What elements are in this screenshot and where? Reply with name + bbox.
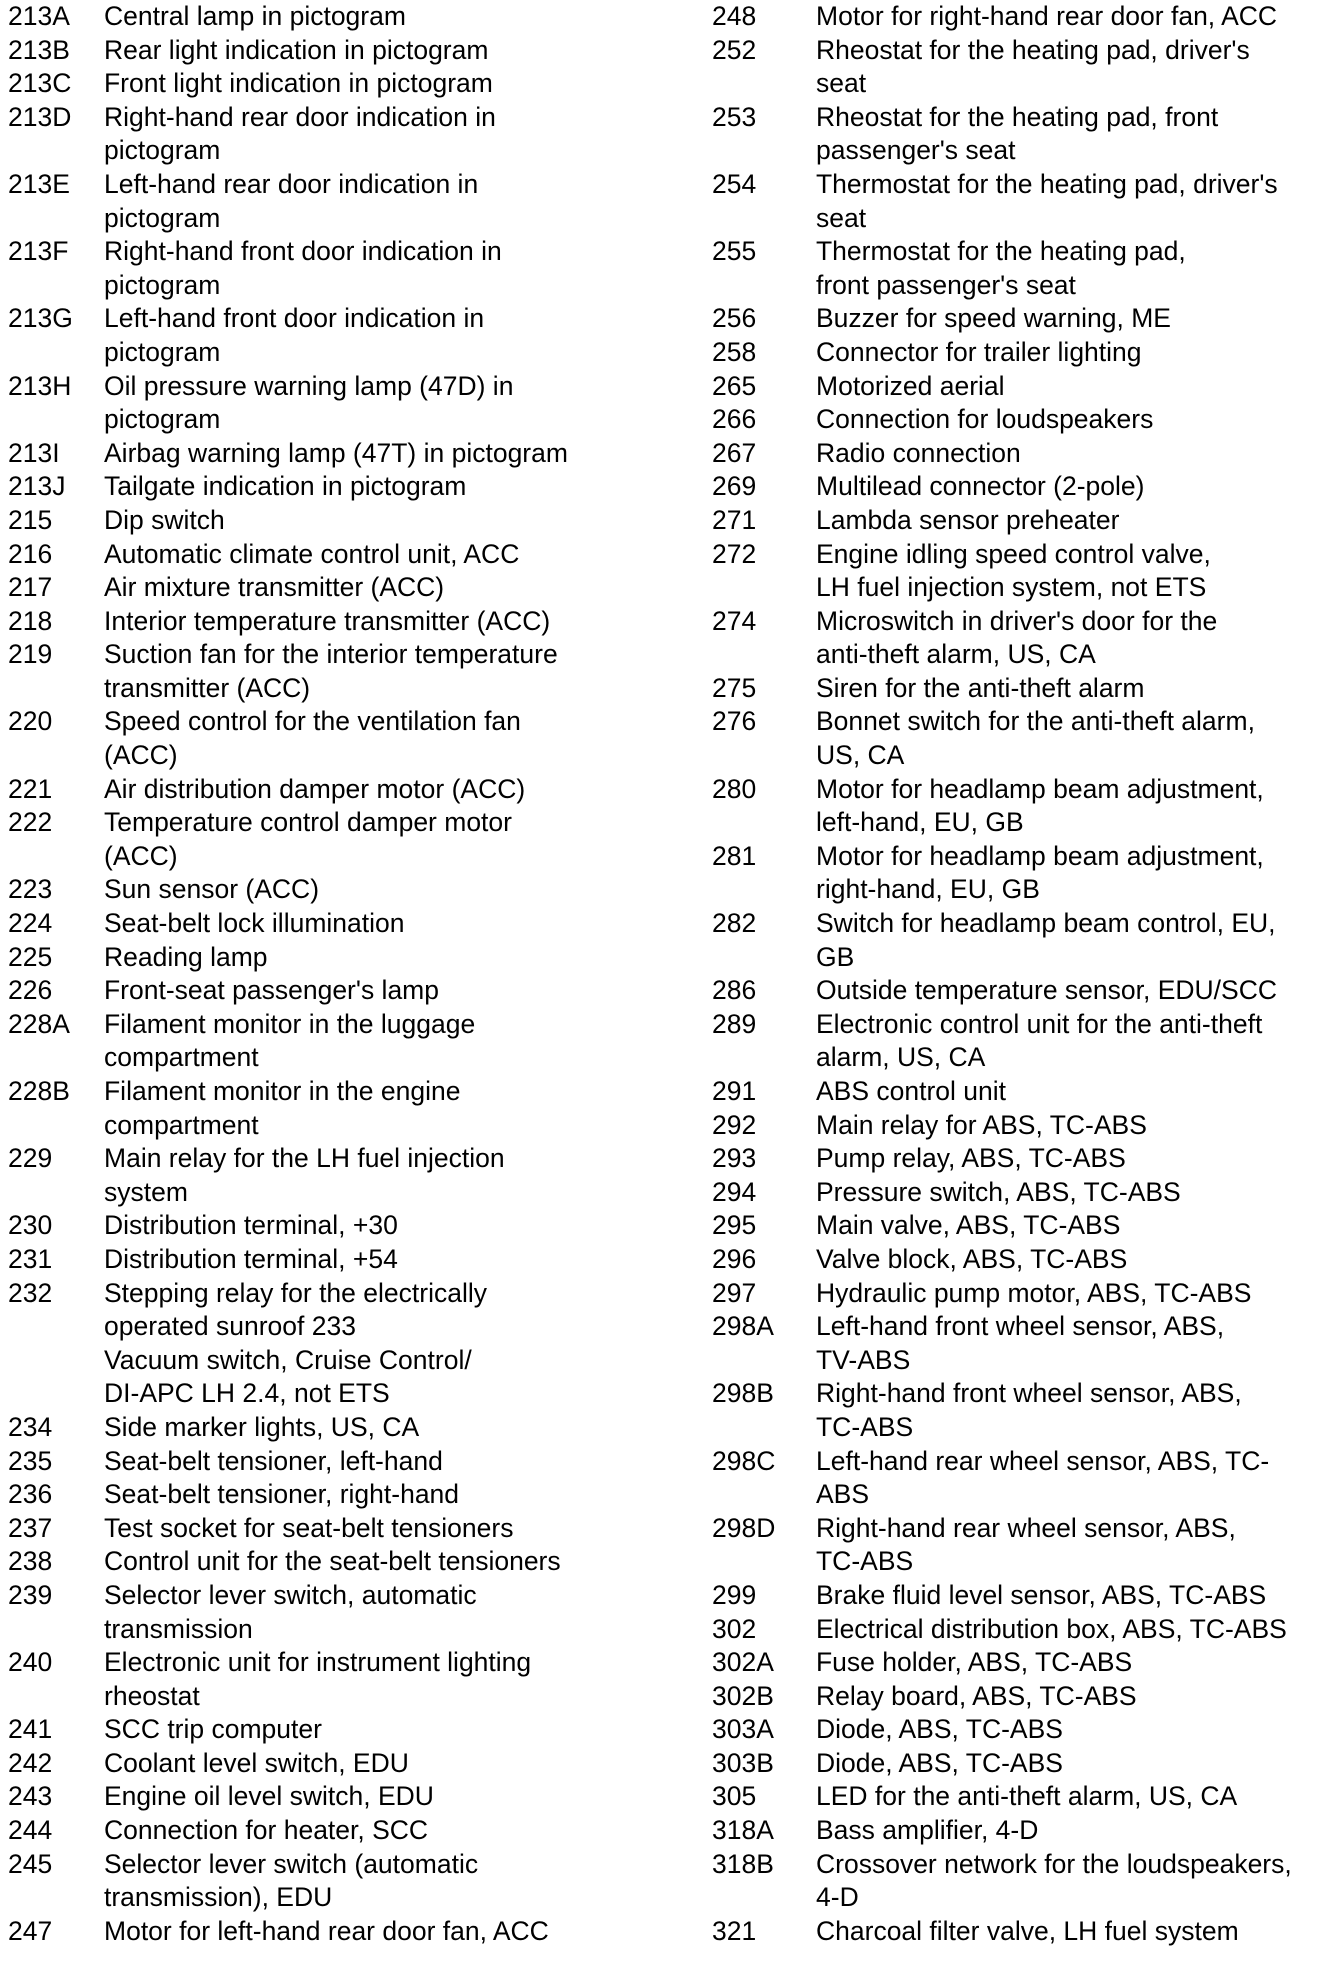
component-code: 286 xyxy=(712,975,757,1006)
legend-entry xyxy=(8,1142,698,1209)
component-code: 213C xyxy=(8,68,72,99)
component-description: Bonnet switch for the anti-theft alarm, US, CA xyxy=(816,706,1255,771)
component-code: 272 xyxy=(712,538,757,569)
component-code: 248 xyxy=(712,1,757,31)
legend-entry xyxy=(8,1445,698,1479)
component-code: 213H xyxy=(8,370,72,401)
component-code: 255 xyxy=(712,236,757,267)
component-description: Left-hand rear door indication in pictogram xyxy=(104,168,479,233)
legend-entry xyxy=(8,1848,698,1915)
component-code: 218 xyxy=(8,605,53,636)
legend-entry xyxy=(8,504,698,538)
component-description: Pump relay, ABS, TC-ABS xyxy=(816,1143,1126,1174)
legend-entry xyxy=(712,168,1322,235)
component-code: 297 xyxy=(712,1277,757,1308)
legend-entry xyxy=(8,1411,698,1445)
legend-entry xyxy=(712,1848,1322,1915)
component-code: 213F xyxy=(8,236,69,267)
legend-entry xyxy=(712,773,1322,840)
component-description: Central lamp in pictogram xyxy=(104,1,406,31)
component-code: 237 xyxy=(8,1512,53,1543)
component-code: 231 xyxy=(8,1243,53,1274)
component-description: Front light indication in pictogram xyxy=(104,68,493,99)
component-description: Rheostat for the heating pad, driver's seat xyxy=(816,34,1250,99)
component-code: 224 xyxy=(8,908,53,939)
component-description: Left-hand front wheel sensor, ABS, TV-ABS xyxy=(816,1311,1225,1375)
component-description: Interior temperature transmitter (ACC) xyxy=(104,605,551,636)
component-code: 217 xyxy=(8,572,53,603)
component-code: 242 xyxy=(8,1747,53,1778)
component-description: Engine oil level switch, EDU xyxy=(104,1781,434,1812)
component-description: Right-hand front wheel sensor, ABS, TC-ABS xyxy=(816,1378,1242,1442)
right-column xyxy=(712,0,1322,1948)
legend-entry xyxy=(712,1680,1322,1714)
component-description: Oil pressure warning lamp (47D) in pictogram xyxy=(104,370,514,435)
legend-entry xyxy=(712,1579,1322,1613)
legend-entry xyxy=(8,1780,698,1814)
component-description: Motorized aerial xyxy=(816,370,1005,401)
legend-entry xyxy=(712,1008,1322,1075)
legend-entry xyxy=(8,806,698,873)
legend-entry xyxy=(712,437,1322,471)
component-code: 213G xyxy=(8,303,73,334)
legend-entry xyxy=(8,605,698,639)
component-code: 281 xyxy=(712,840,757,871)
legend-entry xyxy=(712,101,1322,168)
component-code: 267 xyxy=(712,437,757,468)
legend-entry xyxy=(712,907,1322,974)
legend-entry xyxy=(8,0,698,34)
legend-entry xyxy=(712,1243,1322,1277)
component-code: 222 xyxy=(8,807,53,838)
component-code: 298C xyxy=(712,1445,776,1476)
component-description: Valve block, ABS, TC-ABS xyxy=(816,1243,1128,1274)
legend-entry xyxy=(8,1747,698,1781)
legend-entry xyxy=(8,907,698,941)
component-code: 265 xyxy=(712,370,757,401)
legend-entry xyxy=(8,1209,698,1243)
component-description: Pressure switch, ABS, TC-ABS xyxy=(816,1176,1181,1207)
component-code: 318B xyxy=(712,1848,774,1879)
component-code: 239 xyxy=(8,1579,53,1610)
component-description: Motor for right-hand rear door fan, ACC xyxy=(816,1,1278,31)
component-code: 295 xyxy=(712,1210,757,1241)
component-code: 256 xyxy=(712,303,757,334)
legend-entry xyxy=(8,1814,698,1848)
component-description: Front-seat passenger's lamp xyxy=(104,975,439,1006)
component-description: Speed control for the ventilation fan (ACC) xyxy=(104,706,521,771)
component-code: 213D xyxy=(8,101,72,132)
component-code: 219 xyxy=(8,639,53,670)
component-code: 303B xyxy=(712,1747,774,1778)
component-description: Siren for the anti-theft alarm xyxy=(816,672,1145,703)
component-code: 292 xyxy=(712,1109,757,1140)
component-code: 225 xyxy=(8,941,53,972)
component-description: SCC trip computer xyxy=(104,1714,322,1745)
component-code: 240 xyxy=(8,1647,53,1678)
component-code: 282 xyxy=(712,908,757,939)
component-code: 221 xyxy=(8,773,53,804)
component-description: Crossover network for the loudspeakers, 4-D xyxy=(816,1848,1292,1913)
component-description: LED for the anti-theft alarm, US, CA xyxy=(816,1781,1238,1812)
legend-entry xyxy=(712,1512,1322,1579)
component-description: Buzzer for speed warning, ME xyxy=(816,303,1171,334)
legend-entry xyxy=(8,1646,698,1713)
component-description: Relay board, ABS, TC-ABS xyxy=(816,1680,1137,1711)
component-description: Thermostat for the heating pad, front passenger's seat xyxy=(816,236,1186,300)
legend-entry xyxy=(712,470,1322,504)
legend-entry xyxy=(8,168,698,235)
component-description: Control unit for the seat-belt tensioners xyxy=(104,1546,561,1577)
component-code: 298A xyxy=(712,1311,774,1342)
legend-entry xyxy=(712,1176,1322,1210)
legend-entry xyxy=(712,705,1322,772)
component-description: Electronic unit for instrument lighting rheostat xyxy=(104,1647,532,1711)
legend-entry xyxy=(8,705,698,772)
component-code: 291 xyxy=(712,1076,757,1106)
component-code: 299 xyxy=(712,1579,757,1610)
legend-entry xyxy=(8,1243,698,1277)
legend-entry xyxy=(8,941,698,975)
component-description: Temperature control damper motor (ACC) xyxy=(104,807,512,871)
component-code: 318A xyxy=(712,1815,774,1846)
component-description: Outside temperature sensor, EDU/SCC xyxy=(816,975,1277,1006)
component-code: 244 xyxy=(8,1815,53,1846)
component-code: 232 xyxy=(8,1277,53,1308)
legend-entry xyxy=(712,336,1322,370)
component-description: Multilead connector (2-pole) xyxy=(816,471,1145,502)
component-description: Charcoal filter valve, LH fuel system xyxy=(816,1915,1239,1946)
component-description: Motor for left-hand rear door fan, ACC xyxy=(104,1915,549,1946)
component-description: Distribution terminal, +30 xyxy=(104,1210,398,1241)
legend-entry xyxy=(8,1579,698,1646)
component-code: 298B xyxy=(712,1378,774,1409)
component-code: 269 xyxy=(712,471,757,502)
component-code: 302 xyxy=(712,1613,757,1644)
component-description: Dip switch xyxy=(104,504,225,535)
legend-entry xyxy=(8,1915,698,1949)
component-description: Left-hand front door indication in pictogram xyxy=(104,303,485,367)
component-description: Radio connection xyxy=(816,437,1021,468)
legend-entry xyxy=(8,437,698,471)
component-code: 280 xyxy=(712,773,757,804)
legend-entry xyxy=(8,571,698,605)
legend-entry xyxy=(712,974,1322,1008)
component-description: Brake fluid level sensor, ABS, TC-ABS xyxy=(816,1579,1267,1610)
component-code: 213A xyxy=(8,1,70,31)
component-description: Electrical distribution box, ABS, TC-ABS xyxy=(816,1613,1287,1644)
component-description: Suction fan for the interior temperature transmitter (ACC) xyxy=(104,639,558,703)
component-description: Switch for headlamp beam control, EU, GB xyxy=(816,908,1276,972)
component-description: Engine idling speed control valve, LH fuel injection system, not ETS xyxy=(816,538,1211,603)
legend-entry xyxy=(8,538,698,572)
component-code: 234 xyxy=(8,1411,53,1442)
component-description: Sun sensor (ACC) xyxy=(104,874,320,905)
component-code: 213I xyxy=(8,437,60,468)
component-description: Automatic climate control unit, ACC xyxy=(104,538,520,569)
component-description: Right-hand rear door indication in pictogram xyxy=(104,101,496,166)
component-description: Airbag warning lamp (47T) in pictogram xyxy=(104,437,568,468)
legend-entry xyxy=(8,773,698,807)
legend-entry xyxy=(8,1713,698,1747)
legend-entry xyxy=(712,1377,1322,1444)
legend-entry xyxy=(712,1445,1322,1512)
component-code: 275 xyxy=(712,672,757,703)
legend-entry xyxy=(8,638,698,705)
legend-entry xyxy=(8,370,698,437)
component-description: Connection for loudspeakers xyxy=(816,404,1154,435)
component-description: Main relay for ABS, TC-ABS xyxy=(816,1109,1147,1140)
component-code: 298D xyxy=(712,1512,776,1543)
legend-entry xyxy=(8,1277,698,1411)
component-code: 213B xyxy=(8,34,70,65)
component-code: 216 xyxy=(8,538,53,569)
legend-entry xyxy=(712,34,1322,101)
component-description: Microswitch in driver's door for the anti-theft alarm, US, CA xyxy=(816,605,1218,670)
legend-entry xyxy=(712,605,1322,672)
legend-entry xyxy=(712,1713,1322,1747)
legend-entry xyxy=(8,974,698,1008)
component-description: Rear light indication in pictogram xyxy=(104,34,489,65)
component-description: Connection for heater, SCC xyxy=(104,1815,429,1846)
component-code: 252 xyxy=(712,34,757,65)
legend-entry xyxy=(712,370,1322,404)
component-code: 296 xyxy=(712,1243,757,1274)
component-description: Electronic control unit for the anti-theft alarm, US, CA xyxy=(816,1008,1263,1073)
component-code: 223 xyxy=(8,874,53,905)
component-description: Thermostat for the heating pad, driver's seat xyxy=(816,168,1278,233)
component-code: 235 xyxy=(8,1445,53,1476)
legend-entry xyxy=(8,67,698,101)
component-description: Seat-belt tensioner, right-hand xyxy=(104,1479,460,1510)
component-description: Distribution terminal, +54 xyxy=(104,1243,398,1274)
legend-entry xyxy=(8,1008,698,1075)
component-description: Test socket for seat-belt tensioners xyxy=(104,1512,514,1543)
legend-entry xyxy=(8,1075,698,1142)
legend-entry xyxy=(712,1075,1322,1109)
legend-entry xyxy=(8,302,698,369)
left-column xyxy=(8,0,698,1948)
component-code: 294 xyxy=(712,1176,757,1207)
legend-entry xyxy=(8,1545,698,1579)
component-code: 266 xyxy=(712,404,757,435)
component-code: 293 xyxy=(712,1143,757,1174)
component-code: 302B xyxy=(712,1680,774,1711)
component-code: 258 xyxy=(712,336,757,367)
component-description: Connector for trailer lighting xyxy=(816,336,1142,367)
component-code: 305 xyxy=(712,1781,757,1812)
component-code: 274 xyxy=(712,605,757,636)
legend-entry xyxy=(712,302,1322,336)
component-description: Air distribution damper motor (ACC) xyxy=(104,773,526,804)
component-description: Coolant level switch, EDU xyxy=(104,1747,409,1778)
component-code: 228B xyxy=(8,1076,70,1106)
component-description: Fuse holder, ABS, TC-ABS xyxy=(816,1647,1133,1678)
component-description: Selector lever switch, automatic transmission xyxy=(104,1579,477,1644)
component-code: 220 xyxy=(8,706,53,737)
component-description: Stepping relay for the electrically operated sunroof 233 Vacuum switch, Cruise Control/ DI-APC LH 2.4, not ETS xyxy=(104,1277,487,1409)
legend-entry xyxy=(8,873,698,907)
component-code: 226 xyxy=(8,975,53,1006)
component-code: 289 xyxy=(712,1008,757,1039)
legend-entry xyxy=(712,403,1322,437)
legend-entry xyxy=(712,1915,1322,1949)
component-code: 303A xyxy=(712,1714,774,1745)
legend-entry xyxy=(712,1277,1322,1311)
legend-entry xyxy=(712,1209,1322,1243)
legend-entry xyxy=(712,1747,1322,1781)
component-description: Bass amplifier, 4-D xyxy=(816,1815,1039,1846)
component-code: 230 xyxy=(8,1210,53,1241)
legend-entry xyxy=(8,101,698,168)
legend-entry xyxy=(712,840,1322,907)
component-description: Tailgate indication in pictogram xyxy=(104,471,467,502)
component-code: 243 xyxy=(8,1781,53,1812)
legend-entry xyxy=(8,470,698,504)
component-description: Diode, ABS, TC-ABS xyxy=(816,1747,1063,1778)
component-description: Hydraulic pump motor, ABS, TC-ABS xyxy=(816,1277,1252,1308)
component-code: 213E xyxy=(8,168,70,199)
component-code: 271 xyxy=(712,504,757,535)
component-code: 321 xyxy=(712,1915,757,1946)
legend-entry xyxy=(712,0,1322,34)
legend-entry xyxy=(712,504,1322,538)
component-code: 236 xyxy=(8,1479,53,1510)
component-description: Reading lamp xyxy=(104,941,268,972)
component-description: Right-hand rear wheel sensor, ABS, TC-ABS xyxy=(816,1512,1236,1577)
component-code: 276 xyxy=(712,706,757,737)
component-code: 238 xyxy=(8,1546,53,1577)
legend-entry xyxy=(8,1512,698,1546)
component-description: Rheostat for the heating pad, front passenger's seat xyxy=(816,101,1219,166)
component-code: 228A xyxy=(8,1008,70,1039)
component-description: Seat-belt lock illumination xyxy=(104,908,405,939)
component-description: Lambda sensor preheater xyxy=(816,504,1120,535)
component-code: 302A xyxy=(712,1647,774,1678)
legend-entry xyxy=(712,1646,1322,1680)
component-description: Right-hand front door indication in pictogram xyxy=(104,236,502,300)
component-description: Motor for headlamp beam adjustment, left-hand, EU, GB xyxy=(816,773,1264,838)
component-description: Selector lever switch (automatic transmission), EDU xyxy=(104,1848,479,1913)
component-description: Motor for headlamp beam adjustment, right-hand, EU, GB xyxy=(816,840,1264,905)
component-description: Filament monitor in the engine compartment xyxy=(104,1076,461,1140)
component-code: 215 xyxy=(8,504,53,535)
component-code: 245 xyxy=(8,1848,53,1879)
component-code: 254 xyxy=(712,168,757,199)
component-description: Filament monitor in the luggage compartment xyxy=(104,1008,476,1073)
legend-entry xyxy=(712,1310,1322,1377)
component-code: 247 xyxy=(8,1915,53,1946)
component-description: Left-hand rear wheel sensor, ABS, TC- ABS xyxy=(816,1445,1270,1510)
legend-entry xyxy=(8,1478,698,1512)
legend-entry xyxy=(8,34,698,68)
legend-entry xyxy=(712,1780,1322,1814)
component-code: 241 xyxy=(8,1714,53,1745)
component-description: Main valve, ABS, TC-ABS xyxy=(816,1210,1121,1241)
legend-entry xyxy=(8,235,698,302)
component-description: Diode, ABS, TC-ABS xyxy=(816,1714,1063,1745)
legend-entry xyxy=(712,1142,1322,1176)
component-description: Air mixture transmitter (ACC) xyxy=(104,572,445,603)
legend-entry xyxy=(712,1814,1322,1848)
component-code: 229 xyxy=(8,1143,53,1174)
component-description: ABS control unit xyxy=(816,1076,1007,1106)
component-description: Main relay for the LH fuel injection system xyxy=(104,1143,505,1207)
legend-entry xyxy=(712,672,1322,706)
legend-entry xyxy=(712,1613,1322,1647)
legend-entry xyxy=(712,235,1322,302)
component-code: 253 xyxy=(712,101,757,132)
legend-entry xyxy=(712,1109,1322,1143)
component-description: Seat-belt tensioner, left-hand xyxy=(104,1445,443,1476)
component-code: 213J xyxy=(8,471,66,502)
component-description: Side marker lights, US, CA xyxy=(104,1411,420,1442)
legend-entry xyxy=(712,538,1322,605)
